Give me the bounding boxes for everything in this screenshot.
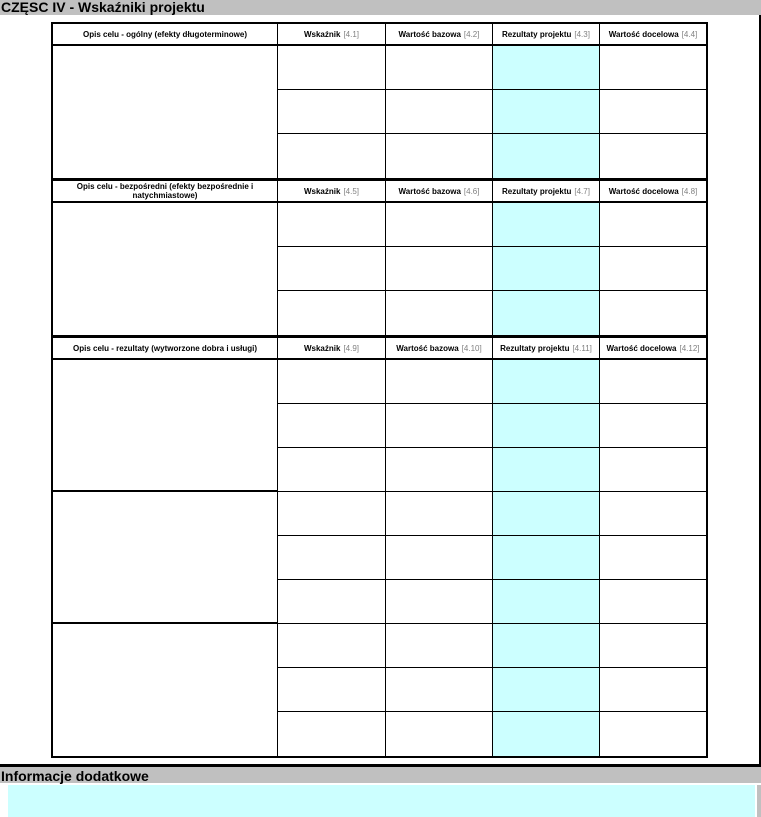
header-goal-description	[53, 338, 278, 358]
baseline-value-input[interactable]	[386, 492, 493, 536]
project-result-input[interactable]	[493, 448, 600, 492]
header-goal-description	[53, 181, 278, 201]
header-target-value	[600, 24, 706, 44]
header-indicator	[278, 338, 386, 358]
indicator-input[interactable]	[278, 580, 386, 624]
header-project-result	[493, 181, 600, 201]
additional-info-edge	[757, 785, 761, 817]
header-ref: [4.3]	[574, 29, 590, 39]
indicator-table	[51, 336, 708, 758]
goal-description-input[interactable]	[53, 492, 278, 624]
additional-info-bar	[0, 764, 761, 783]
header-ref: [4.8]	[681, 186, 698, 196]
project-result-input[interactable]	[493, 46, 600, 90]
target-value-input[interactable]	[600, 668, 706, 712]
header-ref: [4.10]	[461, 343, 482, 353]
baseline-value-input[interactable]	[386, 134, 493, 178]
header-baseline-value	[386, 24, 493, 44]
indicator-input[interactable]	[278, 134, 386, 178]
header-label: Wartość bazowa	[398, 29, 461, 39]
table-header	[53, 338, 706, 360]
target-value-input[interactable]	[600, 203, 706, 247]
header-label: Wskaźnik	[303, 29, 341, 39]
target-value-input[interactable]	[600, 404, 706, 448]
indicator-input[interactable]	[278, 404, 386, 448]
header-label: Wartość bazowa	[396, 343, 459, 353]
indicator-input[interactable]	[278, 360, 386, 404]
header-target-value	[600, 338, 706, 358]
indicator-input[interactable]	[278, 46, 386, 90]
project-result-input[interactable]	[493, 492, 600, 536]
target-value-input[interactable]	[600, 448, 706, 492]
header-ref: [4.7]	[574, 186, 590, 196]
goal-description-input[interactable]	[53, 624, 278, 756]
baseline-value-input[interactable]	[386, 536, 493, 580]
header-project-result	[493, 24, 600, 44]
baseline-value-input[interactable]	[386, 46, 493, 90]
header-label: Rezultaty projektu	[502, 186, 572, 196]
goal-description-input[interactable]	[53, 203, 278, 335]
project-result-input[interactable]	[493, 536, 600, 580]
section-title: CZĘSC IV - Wskaźniki projektu	[1, 0, 205, 15]
target-value-input[interactable]	[600, 580, 706, 624]
project-result-input[interactable]	[493, 291, 600, 335]
target-value-input[interactable]	[600, 291, 706, 335]
baseline-value-input[interactable]	[386, 404, 493, 448]
baseline-value-input[interactable]	[386, 448, 493, 492]
header-label: Wartość docelowa	[608, 186, 679, 196]
header-indicator	[278, 24, 386, 44]
header-project-result	[493, 338, 600, 358]
indicator-input[interactable]	[278, 536, 386, 580]
indicator-input[interactable]	[278, 448, 386, 492]
baseline-value-input[interactable]	[386, 580, 493, 624]
project-result-input[interactable]	[493, 580, 600, 624]
header-ref: [4.12]	[679, 343, 700, 353]
header-ref: [4.2]	[463, 29, 480, 39]
table-header	[53, 181, 706, 203]
project-result-input[interactable]	[493, 712, 600, 756]
target-value-input[interactable]	[600, 90, 706, 134]
baseline-value-input[interactable]	[386, 668, 493, 712]
indicator-input[interactable]	[278, 712, 386, 756]
indicator-table	[51, 22, 708, 180]
header-ref: [4.5]	[343, 186, 360, 196]
header-label: Wskaźnik	[303, 186, 341, 196]
indicator-input[interactable]	[278, 624, 386, 668]
target-value-input[interactable]	[600, 360, 706, 404]
header-indicator	[278, 181, 386, 201]
indicator-input[interactable]	[278, 90, 386, 134]
header-label: Rezultaty projektu	[500, 343, 570, 353]
baseline-value-input[interactable]	[386, 360, 493, 404]
additional-info-title: Informacje dodatkowe	[1, 768, 149, 784]
section-title-bar	[0, 0, 761, 15]
indicator-input[interactable]	[278, 247, 386, 291]
header-label: Opis celu - rezultaty (wytworzone dobra i usługi)	[72, 343, 258, 353]
baseline-value-input[interactable]	[386, 247, 493, 291]
goal-description-input[interactable]	[53, 360, 278, 492]
table-header	[53, 24, 706, 46]
target-value-input[interactable]	[600, 492, 706, 536]
header-goal-description	[53, 24, 278, 44]
header-label: Opis celu - ogólny (efekty długoterminowe)	[82, 29, 247, 39]
header-ref: [4.11]	[572, 343, 592, 353]
header-label: Rezultaty projektu	[502, 29, 572, 39]
target-value-input[interactable]	[600, 134, 706, 178]
baseline-value-input[interactable]	[386, 90, 493, 134]
project-result-input[interactable]	[493, 203, 600, 247]
header-target-value	[600, 181, 706, 201]
header-baseline-value	[386, 338, 493, 358]
project-result-input[interactable]	[493, 404, 600, 448]
indicator-table	[51, 179, 708, 337]
header-ref: [4.9]	[343, 343, 360, 353]
indicator-input[interactable]	[278, 203, 386, 247]
baseline-value-input[interactable]	[386, 712, 493, 756]
header-baseline-value	[386, 181, 493, 201]
target-value-input[interactable]	[600, 624, 706, 668]
header-label: Opis celu - bezpośredni (efekty bezpośrednie i natychmiastowe)	[76, 182, 254, 200]
target-value-input[interactable]	[600, 536, 706, 580]
project-result-input[interactable]	[493, 668, 600, 712]
baseline-value-input[interactable]	[386, 203, 493, 247]
baseline-value-input[interactable]	[386, 291, 493, 335]
additional-info-input[interactable]	[8, 785, 755, 817]
header-ref: [4.6]	[463, 186, 480, 196]
indicator-input[interactable]	[278, 291, 386, 335]
project-result-input[interactable]	[493, 90, 600, 134]
header-label: Wartość bazowa	[398, 186, 461, 196]
project-result-input[interactable]	[493, 360, 600, 404]
header-ref: [4.4]	[681, 29, 698, 39]
indicator-input[interactable]	[278, 668, 386, 712]
header-ref: [4.1]	[343, 29, 360, 39]
target-value-input[interactable]	[600, 712, 706, 756]
target-value-input[interactable]	[600, 46, 706, 90]
baseline-value-input[interactable]	[386, 624, 493, 668]
header-label: Wskaźnik	[303, 343, 341, 353]
target-value-input[interactable]	[600, 247, 706, 291]
project-result-input[interactable]	[493, 624, 600, 668]
project-result-input[interactable]	[493, 247, 600, 291]
header-label: Wartość docelowa	[608, 29, 679, 39]
project-result-input[interactable]	[493, 134, 600, 178]
header-label: Wartość docelowa	[606, 343, 677, 353]
indicator-input[interactable]	[278, 492, 386, 536]
goal-description-input[interactable]	[53, 46, 278, 178]
